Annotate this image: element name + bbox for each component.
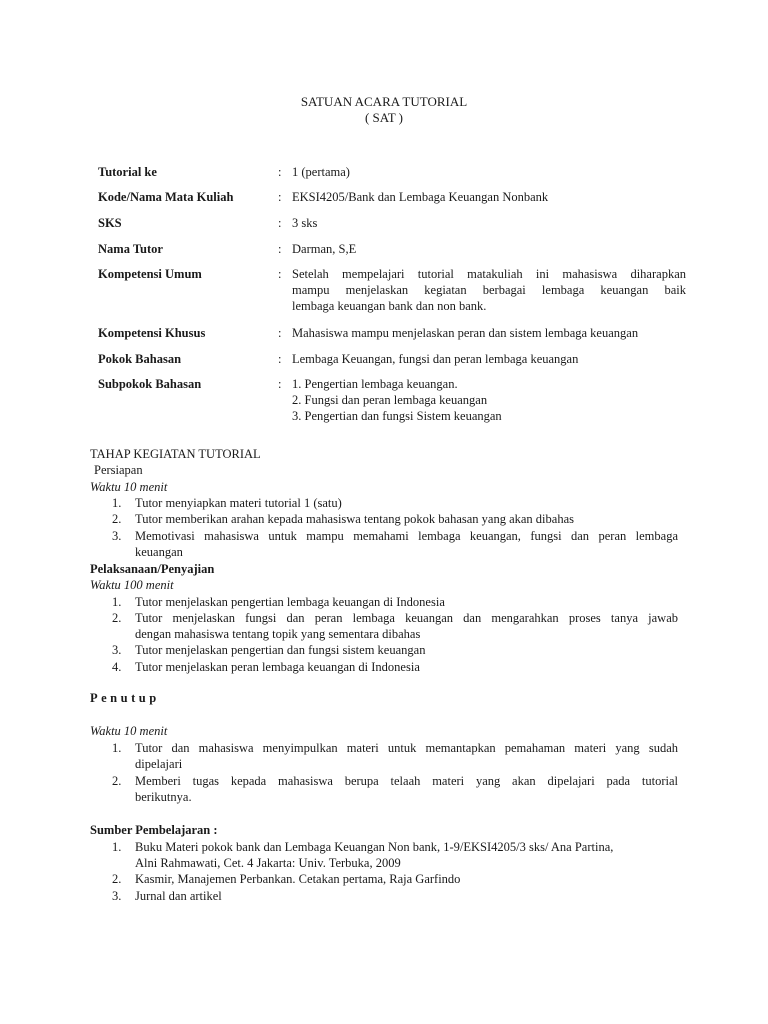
list-text-line: Kasmir, Manajemen Perbankan. Cetakan pertama, Raja Garfindo xyxy=(135,872,461,886)
list-text-line: Tutor menjelaskan pengertian lembaga keuangan di Indonesia xyxy=(135,595,445,609)
section-heading-tahap-kegiatan: TAHAP KEGIATAN TUTORIAL xyxy=(90,447,261,461)
subsection-heading-pelaksanaan: Pelaksanaan/Penyajian xyxy=(90,562,215,576)
info-colon: : xyxy=(278,326,282,340)
info-value-line: EKSI4205/Bank dan Lembaga Keuangan Nonbank xyxy=(292,190,549,204)
info-value-line: Setelah mempelajari tutorial matakuliah ini mahasiswa diharapkan xyxy=(292,267,686,281)
info-label: Subpokok Bahasan xyxy=(98,377,202,391)
list-text xyxy=(135,839,678,871)
info-value xyxy=(292,351,686,367)
list-text xyxy=(135,495,678,511)
list-text-line: berikutnya. xyxy=(135,790,192,804)
info-value xyxy=(292,266,686,314)
info-value-line: 1 (pertama) xyxy=(292,165,350,179)
info-label: Pokok Bahasan xyxy=(98,352,182,366)
info-value xyxy=(292,241,686,257)
list-text xyxy=(135,610,678,642)
info-value-line: Mahasiswa mampu menjelaskan peran dan sistem lembaga keuangan xyxy=(292,326,639,340)
list-text-line: Tutor menjelaskan fungsi dan peran lembaga keuangan dan mengarahkan proses tanya jawab xyxy=(135,611,678,625)
info-value-line: 3 sks xyxy=(292,216,318,230)
info-colon: : xyxy=(278,377,282,391)
info-label: Kompetensi Umum xyxy=(98,267,202,281)
list-text-line: dengan mahasiswa tentang topik yang sementara dibahas xyxy=(135,627,421,641)
document-title: SATUAN ACARA TUTORIAL xyxy=(300,94,468,109)
info-value-line: Darman, S,E xyxy=(292,242,357,256)
subsection-heading-penutup: Penutup xyxy=(90,691,160,705)
info-colon: : xyxy=(278,242,282,256)
list-text-line: Alni Rahmawati, Cet. 4 Jakarta: Univ. Terbuka, 2009 xyxy=(135,856,401,870)
info-label: SKS xyxy=(98,216,122,230)
info-label: Kompetensi Khusus xyxy=(98,326,206,340)
list-text xyxy=(135,740,678,772)
info-value-line: 1. Pengertian lembaga keuangan. xyxy=(292,377,458,391)
info-value-line: lembaga keuangan bank dan non bank. xyxy=(292,299,487,313)
list-number: 2. xyxy=(112,512,122,526)
info-value xyxy=(292,376,686,424)
list-number: 3. xyxy=(112,529,122,543)
info-value-line: 2. Fungsi dan peran lembaga keuangan xyxy=(292,393,488,407)
info-value xyxy=(292,164,686,180)
info-label: Nama Tutor xyxy=(98,242,163,256)
list-text xyxy=(135,871,678,887)
info-colon: : xyxy=(278,216,282,230)
list-text xyxy=(135,888,678,904)
list-text xyxy=(135,528,678,560)
list-number: 1. xyxy=(112,595,122,609)
info-value xyxy=(292,215,686,231)
list-text-line: Memberi tugas kepada mahasiswa berupa telaah materi yang akan dipelajari pada tutorial xyxy=(135,774,678,788)
waktu-penutup: Waktu 10 menit xyxy=(90,724,168,738)
list-number: 4. xyxy=(112,660,122,674)
list-text-line: dipelajari xyxy=(135,757,183,771)
waktu-pelaksanaan: Waktu 100 menit xyxy=(90,578,174,592)
list-number: 2. xyxy=(112,872,122,886)
list-text-line: keuangan xyxy=(135,545,183,559)
list-text xyxy=(135,659,678,675)
list-text-line: Buku Materi pokok bank dan Lembaga Keuangan Non bank, 1-9/EKSI4205/3 sks/ Ana Partina, xyxy=(135,840,614,854)
list-text-line: Tutor memberikan arahan kepada mahasiswa tentang pokok bahasan yang akan dibahas xyxy=(135,512,574,526)
list-text-line: Tutor menjelaskan pengertian dan fungsi sistem keuangan xyxy=(135,643,426,657)
list-text-line: Memotivasi mahasiswa untuk mampu memahami lembaga keuangan, fungsi dan peran lembaga xyxy=(135,529,678,543)
info-colon: : xyxy=(278,352,282,366)
list-number: 1. xyxy=(112,741,122,755)
info-label: Kode/Nama Mata Kuliah xyxy=(98,190,234,204)
list-text xyxy=(135,642,678,658)
info-colon: : xyxy=(278,190,282,204)
info-colon: : xyxy=(278,267,282,281)
info-value-line: 3. Pengertian dan fungsi Sistem keuangan xyxy=(292,409,502,423)
list-number: 1. xyxy=(112,840,122,854)
list-text-line: Tutor menyiapkan materi tutorial 1 (satu) xyxy=(135,496,342,510)
list-number: 1. xyxy=(112,496,122,510)
info-value-line: mampu menjelaskan kegiatan berbagai lembaga keuangan baik xyxy=(292,283,686,297)
subsection-heading-persiapan: Persiapan xyxy=(94,463,143,477)
waktu-persiapan: Waktu 10 menit xyxy=(90,480,168,494)
list-text-line: Tutor dan mahasiswa menyimpulkan materi untuk memantapkan pemahaman materi yang sudah xyxy=(135,741,678,755)
info-value-line: Lembaga Keuangan, fungsi dan peran lembaga keuangan xyxy=(292,352,579,366)
list-number: 3. xyxy=(112,643,122,657)
list-text-line: Jurnal dan artikel xyxy=(135,889,222,903)
section-heading-sumber: Sumber Pembelajaran : xyxy=(90,823,218,837)
list-text xyxy=(135,511,678,527)
info-colon: : xyxy=(278,165,282,179)
list-text xyxy=(135,594,678,610)
list-number: 2. xyxy=(112,774,122,788)
list-text xyxy=(135,773,678,805)
info-value xyxy=(292,325,686,341)
list-number: 3. xyxy=(112,889,122,903)
info-value xyxy=(292,189,686,205)
document-subtitle: ( SAT ) xyxy=(364,110,404,125)
info-label: Tutorial ke xyxy=(98,165,157,179)
list-text-line: Tutor menjelaskan peran lembaga keuangan di Indonesia xyxy=(135,660,420,674)
list-number: 2. xyxy=(112,611,122,625)
